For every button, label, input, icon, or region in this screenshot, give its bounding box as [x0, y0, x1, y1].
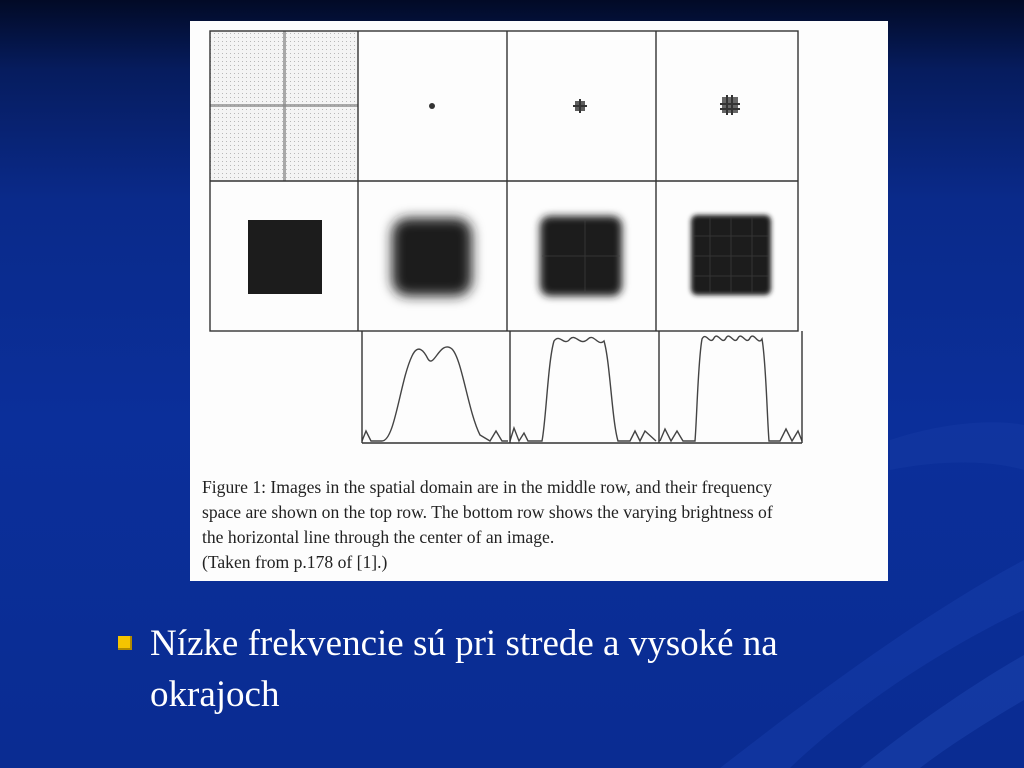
bullet-line-2: okrajoch [150, 674, 280, 715]
figure-image [190, 21, 888, 581]
caption-line-2: space are shown on the top row. The bottom row shows the varying brightness of [202, 502, 773, 522]
profile-row [362, 336, 802, 441]
caption-line-3: the horizontal line through the center of an image. [202, 527, 555, 547]
bullet-text [150, 618, 950, 720]
square-bullet-icon [118, 636, 132, 650]
caption-line-4: (Taken from p.178 of [1].) [202, 552, 388, 572]
fourier-grid [190, 21, 888, 471]
figure-caption [202, 475, 882, 575]
caption-line-1: Figure 1: Images in the spatial domain are in the middle row, and their frequency [202, 477, 772, 497]
spatial-row [248, 215, 771, 296]
bullet-line-1: Nízke frekvencie sú pri strede a vysoké na [150, 623, 778, 664]
freq-row [210, 31, 740, 181]
